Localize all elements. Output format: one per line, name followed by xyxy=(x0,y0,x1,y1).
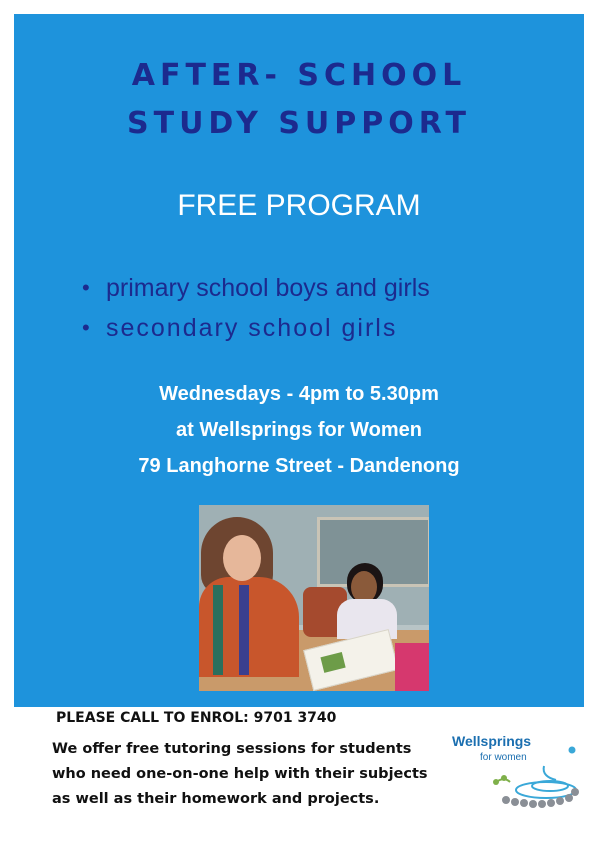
photo-dress-stripe xyxy=(239,585,249,675)
enrol-phone-text: PLEASE CALL TO ENROL: 9701 3740 xyxy=(56,710,337,726)
flyer-title-line-1: AFTER- SCHOOL xyxy=(131,58,467,93)
description-line: We offer free tutoring sessions for students xyxy=(52,741,412,757)
schedule-text: Wednesdays - 4pm to 5.30pm xyxy=(159,383,439,405)
location-text: at Wellsprings for Women xyxy=(176,419,422,441)
photo-book-picture xyxy=(320,652,345,673)
free-program-heading: FREE PROGRAM xyxy=(177,189,421,222)
photo-woman-face xyxy=(223,535,261,581)
flyer-blue-panel xyxy=(14,14,584,707)
eligibility-list xyxy=(82,268,430,348)
bullet-icon: • xyxy=(82,315,92,340)
wellsprings-logo xyxy=(450,730,580,810)
list-item xyxy=(82,308,430,348)
photo-folder xyxy=(395,643,429,691)
flyer-title-line-2: STUDY SUPPORT xyxy=(127,106,471,141)
bullet-icon: • xyxy=(82,275,90,300)
photo-dress-stripe xyxy=(213,585,223,675)
description-line: who need one-on-one help with their subjects xyxy=(52,766,428,782)
program-description xyxy=(52,737,444,812)
logo-name: Wellsprings xyxy=(452,733,532,749)
logo-subtitle: for women xyxy=(480,752,527,763)
address-text: 79 Langhorne Street - Dandenong xyxy=(138,455,460,477)
tutoring-photo xyxy=(199,505,429,691)
list-item xyxy=(82,268,430,308)
bullet-text: secondary school girls xyxy=(106,314,398,342)
bullet-text: primary school boys and girls xyxy=(106,274,430,302)
description-line: as well as their homework and projects. xyxy=(52,791,380,807)
